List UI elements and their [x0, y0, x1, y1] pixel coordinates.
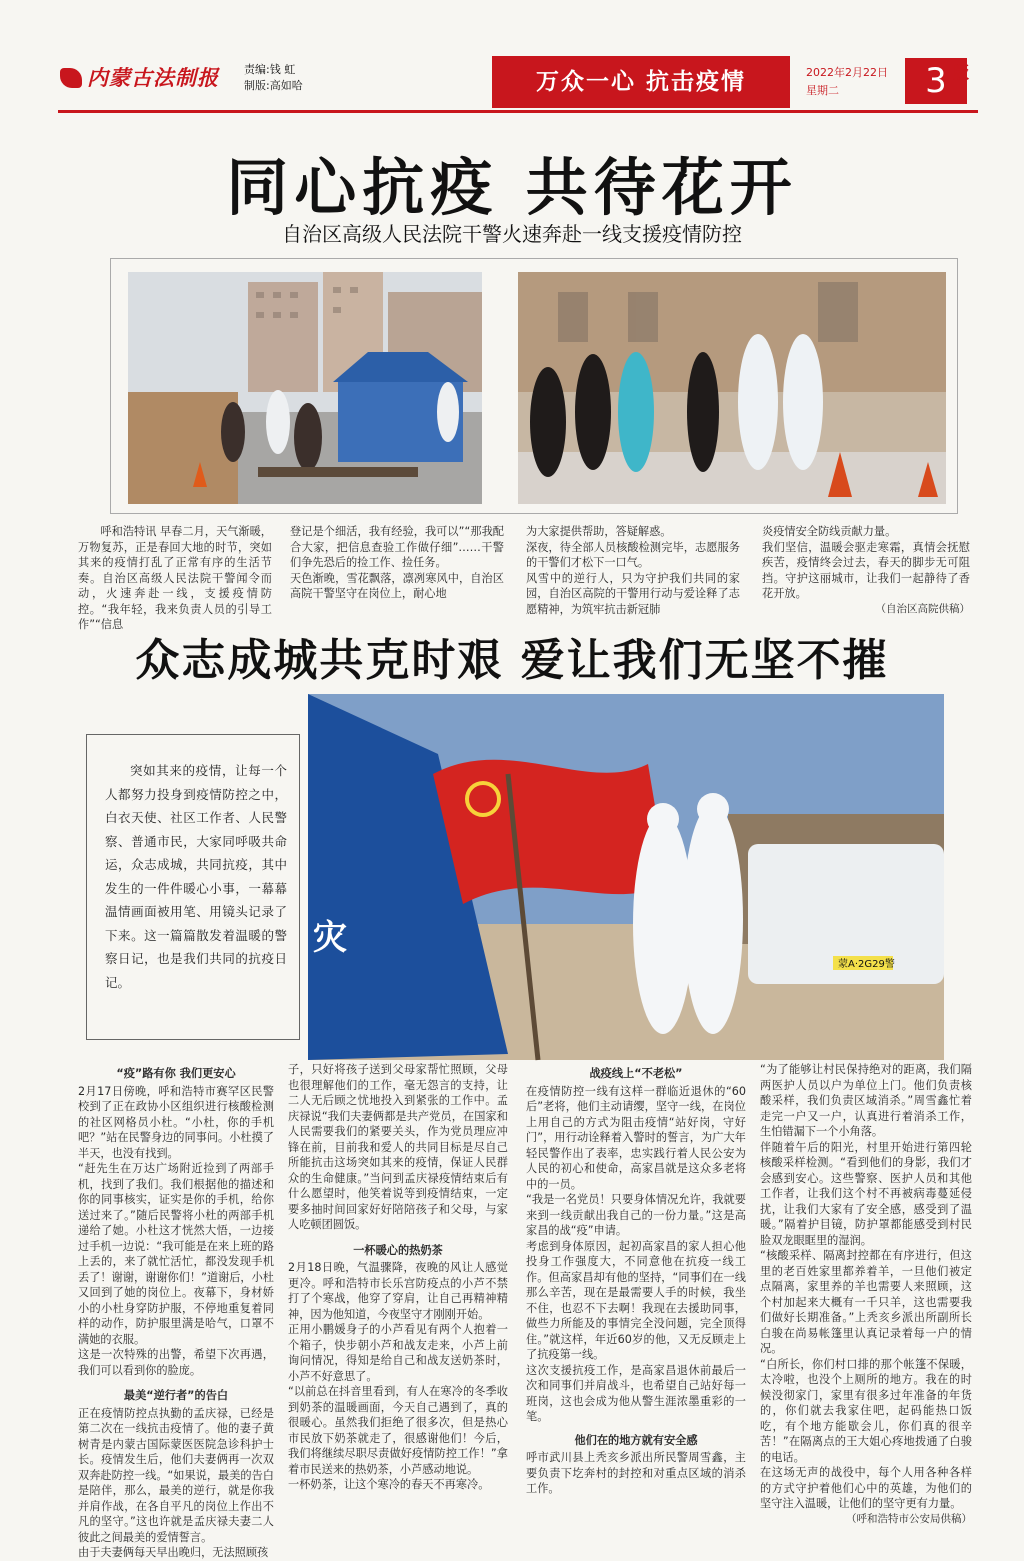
article1-text-1: 呼和浩特讯 早春二月，天气渐暖，万物复苏，正是春回大地的时节，突如其来的疫情打乱了正常有序的生活节奏。自治区高级人民法院干警闻令而动，火速奔赴一线，支援疫情防控。“我年轻，我来负责人员的引导工作”“信息	[78, 525, 272, 631]
page-number: 3	[905, 58, 967, 104]
article2-intro-text: 突如其来的疫情，让每一个人都努力投身到疫情防控之中，白衣天使、社区工作者、人民警察、普通市民，大家同呼吸共命运，众志成城，共同抗疫，其中发生的一件件暖心小事，一幕幕温情画面被用笔、用镜头记录了下来。这一篇篇散发着温暖的警察日记，也是我们共同的抗疫日记。	[105, 763, 287, 990]
masthead-rule	[58, 110, 978, 113]
section-text-1: 2月17日傍晚，呼和浩特市赛罕区民警校到了正在政协小区组织进行核酸检测的社区网格员小杜。“小杜，你的手机吧？”站在民警身边的同事问。小杜摸了半天，也没有找到。 “赶先生在万达广场附近捡到了两部手机，找到了我们。我们根据他的描述和你的同事核实，证实是你的手机，给你送过来了。”随后民警将小杜的两部手机递给了她。小杜这才恍然大悟，一边接过手机一边说：“我可能是在来上班的路上丢的，来了就忙活忙，都没发现手机丢了！谢谢，谢谢你们！”道谢后，小杜又回到了她的岗位上。夜幕下，身材娇小的小杜身穿防护服，不停地重复着同样的动作，防护服里满是哈气，口罩不满她的衣服。 这是一次特殊的出警，希望下次再遇，我们可以看到你的脸庞。	[78, 1084, 274, 1377]
article2-column-2	[288, 1062, 508, 1493]
issue-date	[806, 60, 902, 104]
headline-primary: 同心抗疫 共待花开	[226, 151, 798, 224]
section-title-1: “疫”路有你 我们更安心	[116, 1067, 236, 1080]
section-title-3: 一杯暖心的热奶茶	[353, 1243, 443, 1257]
article2-column-1	[78, 1062, 274, 1561]
article1-text-3: 为大家提供帮助，答疑解惑。 深夜，待全部人员核酸检测完毕，志愿服务的干警们才松下一口气。 风雪中的逆行人，只为守护我们共同的家园，自治区高院的干警用行动与爱诠释了志愿精神，为筑牢抗击新冠肺	[526, 525, 740, 616]
editor-line: 责编:钱 虹	[244, 63, 296, 76]
page-label: 版	[953, 63, 970, 82]
headline-secondary: 众志成城共克时艰 爱让我们无坚不摧	[135, 635, 889, 686]
section-text-2-cont: 子，只好将孩子送到父母家帮忙照顾，父母也很理解他们的工作，毫无怨言的支持，让二人无后顾之忧地投入到紧张的工作中。孟庆禄说“我们夫妻俩都是共产党员，在国家和人民需要我们的紧要关头，作为党员理应冲锋在前，目前我和爱人的共同目标是尽自己所能抗击这场突如其来的疫情，保证人民群众的生命健康。”当问到孟庆禄疫情结束后有什么愿望时，他笑着说等到疫情结束，一定要多抽时间回家好好陪陪孩子和父母，与家人吃顿团圆饭。	[288, 1063, 508, 1231]
date-line: 2022年2月22日	[806, 66, 888, 79]
article2-column-4	[760, 1062, 972, 1527]
article1-credit: （自治区高院供稿）	[875, 602, 970, 615]
logo-emblem-icon	[60, 68, 82, 88]
article2-credit: （呼和浩特市公安局供稿）	[846, 1512, 972, 1525]
photo-testing-site	[128, 272, 482, 504]
section-title-4: 战疫线上“不老松”	[589, 1067, 683, 1080]
article1-column-3	[526, 524, 740, 617]
section-text-4: 在疫情防控一线有这样一群临近退休的“60后”老将，他们主动请缨，坚守一线，在岗位上用自己的方式为阻击疫情“站好岗，守好门”，用行动诠释着入警时的誓言，为广大年轻民警作出了表率，忠实践行着人民公安为人民的初心和使命，高家昌就是这众多老将中的一员。 “我是一名党员！只要身体情况允许，我就要来到一线贡献出我自己的一份力量。”这是高家昌的战“疫”申请。 考虑到身体原因，起初高家昌的家人担心他投身工作强度大，不同意他在抗疫一线工作。但高家昌却有他的坚持，“同事们在一线那么辛苦，现在是最需要人手的时候，我坐不住，也忍不下去啊！我现在去援助同事，做些力所能及的事情完全没问题，完全顶得住。”就这样，年近60岁的他，又无反顾走上了抗疫第一线。 这次支援抗疫工作，是高家昌退休前最后一次和同事们并肩战斗，也希望自己站好每一班岗，这也会成为他从警生涯浓墨重彩的一笔。	[526, 1084, 746, 1423]
section-title-5: 他们在的地方就有安全感	[574, 1433, 698, 1447]
theme-banner: 万众一心 抗击疫情	[492, 56, 790, 108]
weekday-line: 星期二	[806, 84, 839, 97]
section-text-2: 正在疫情防控点执勤的孟庆禄，已经是第二次在一线抗击疫情了。他的妻子黄树青是内蒙古国际蒙医医院急诊科护士长。疫情发生后，他们夫妻俩再一次双双奔赴防控一线。“如果说，最美的告白是陪伴，那么，最美的逆行，就是你我并肩作战，在各自平凡的岗位上作出不凡的坚守。”这也许就是孟庆禄夫妻二人彼此之间最美的爱情誓言。 由于夫妻俩每天早出晚归，无法照顾孩	[78, 1406, 274, 1559]
section-title-2: 最美“逆行者”的告白	[123, 1389, 229, 1402]
article1-column-1	[78, 524, 272, 633]
section-text-5-cont: “为了能够让村民保持绝对的距离，我们隔两医护人员以户为单位上门。他们负责核酸采样，我们负责区域消杀。”周雪鑫忙着走完一户又一户，认真进行着消杀工作，生怕错漏下一个小角落。 伴随着午后的阳光，村里开始进行第四轮核酸采样检测。“看到他们的身影，我们才会感到安心。这些警察、医护人员和其他工作者，让我们这个村不再被病毒蔓延侵扰，让我们大家有了安全感，感受到了温暖。”隔着护目镜，防护罩都能感受到村民脸双龙眼眶里的湿润。 “核酸采样、隔离封控都在有序进行，但这里的老百姓家里都养着羊，一旦他们被定点隔离，家里养的羊也需要人来照顾，这个村加起来大概有一千只羊，这也需要我们做好长期准备。”上秃亥乡派出所副所长白骏在尚易帐篷里认真记录着每一户的情况。 “白所长，你们村口排的那个帐篷不保暖，太冷啦，也没个上厕所的地方。我在的时候没彻家门，家里有很多过年准备的年货的，你们就去我家住吧，起码能热口饭吃，有个地方能歇会儿，你们真的很辛苦！”在隔离点的王大姐心疼地拨通了白骏的电话。 在这场无声的战役中，每个人用各种各样的方式守护着他们心中的英雄，为他们的坚守注入温暖，让他们的坚守更有力量。	[760, 1063, 972, 1510]
subheadline-primary: 自治区高级人民法院干警火速奔赴一线支援疫情防控	[282, 222, 742, 246]
tent-sign-text: 灾	[313, 918, 347, 958]
layout-line: 制版:高如哈	[244, 79, 303, 92]
article2-intro-box	[86, 734, 300, 1040]
editor-credits	[244, 62, 303, 94]
photo-queue-testing	[518, 272, 946, 504]
paper-logo	[60, 62, 230, 92]
article1-column-4	[762, 524, 970, 617]
article1-column-2	[290, 524, 504, 602]
paper-name: 内蒙古法制报	[87, 65, 219, 90]
article1-text-4: 炎疫情安全防线贡献力量。 我们坚信，温暖会驱走寒霜，真情会抚慰疾苦，疫情终会过去，春天的脚步无可阻挡。守护这丽城市，让我们一起静待了香花开放。	[762, 525, 970, 600]
photo-police-flag	[308, 694, 944, 1060]
license-plate: 蒙A·2G29警	[838, 959, 895, 970]
article2-column-3	[526, 1062, 746, 1497]
section-text-3: 2月18日晚，气温骤降，夜晚的风让人感觉更冷。呼和浩特市长乐宫防疫点的小芦不禁打了个寒战，他穿了穿肩，让自己再精神精神，因为他知道，今夜坚守才刚刚开始。 正用小鹏媛身子的小芦看见有两个人抱着一个箱子，快步朝小芦和战友走来，小芦上前询问情况，得知是给自己和战友送奶茶时，小芦不好意思了。 “以前总在抖音里看到，有人在寒冷的冬季收到奶茶的温暖画面，今天自己遇到了，真的很暖心。虽然我们拒绝了很多次，但是热心市民放下奶茶就走了，很感谢他们！今后，我们将继续尽职尽责做好疫情防控工作！”拿着市民送来的热奶茶，小芦感动地说。 一杯奶茶，让这个寒冷的春天不再寒冷。	[288, 1261, 508, 1491]
section-text-5: 呼市武川县上秃亥乡派出所民警周雪鑫，主要负责下圪奔村的封控和对重点区域的消杀工作。	[526, 1451, 746, 1495]
article1-text-2: 登记是个细活，我有经验，我可以”“那我配合大家，把信息查验工作做仔细”……干警们争先恐后的捡工作、捡任务。 天色渐晚，雪花飘落，凛冽寒风中，自治区高院干警坚守在岗位上，耐心地	[290, 525, 504, 600]
